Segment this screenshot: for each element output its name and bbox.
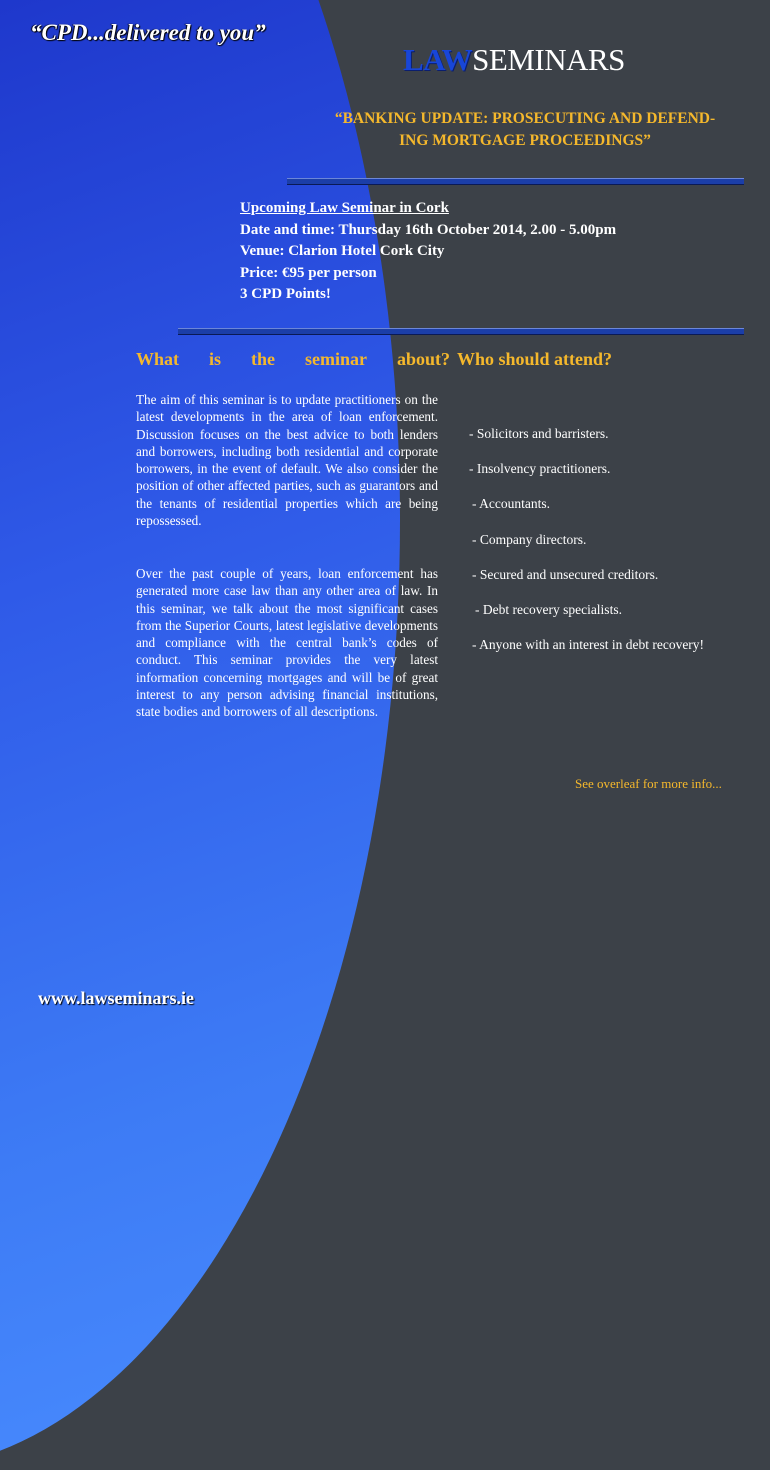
about-heading <box>136 349 450 370</box>
details-venue: Venue: Clarion Hotel Cork City <box>240 243 445 259</box>
about-heading-word: the <box>251 349 275 369</box>
attend-item: - Solicitors and barristers. <box>469 426 609 441</box>
attend-item: - Debt recovery specialists. <box>475 602 622 617</box>
about-heading-word: What <box>136 349 180 369</box>
logo <box>403 42 625 78</box>
details-heading: Upcoming Law Seminar in Cork <box>240 200 449 216</box>
title-line-1: “BANKING UPDATE: PROSECUTING AND DEFEND- <box>334 110 716 127</box>
about-paragraph-2: Over the past couple of years, loan enforcement has generated more case law than any other area of law. In this seminar, we talk about the most significant cases from the Superior Courts, latest legislative developments and compliance with the central bank’s codes of conduct. This seminar provides the very latest information concerning mortgages and will be of great interest to any person advising financial institutions, state bodies and borrowers of all descriptions. <box>136 566 438 720</box>
attend-item: - Company directors. <box>472 532 587 547</box>
attend-item: - Accountants. <box>472 496 550 511</box>
website-url: www.lawseminars.ie <box>38 988 194 1008</box>
seminar-title <box>290 108 760 152</box>
details-date-time: Date and time: Thursday 16th October 2014, 2.00 - 5.00pm <box>240 221 617 238</box>
seminar-details <box>240 198 616 306</box>
attend-item: - Secured and unsecured creditors. <box>472 567 659 582</box>
attend-item: - Anyone with an interest in debt recovery! <box>472 637 705 652</box>
logo-law: LAW <box>403 42 473 77</box>
attend-heading: Who should attend? <box>457 349 613 369</box>
about-paragraph-1: The aim of this seminar is to update practitioners on the latest developments in the area of loan enforcement. Discussion focuses on the best advice to both lenders and borrowers, including both residential and corporate borrowers, in the event of default. We also consider the position of other affected parties, such as guarantors and the tenants of residential properties which are being repossessed. <box>136 392 438 529</box>
about-heading-word: about? <box>396 349 450 369</box>
divider-top <box>287 178 744 185</box>
details-cpd-points: 3 CPD Points! <box>240 286 331 302</box>
about-heading-word: seminar <box>304 349 367 369</box>
details-price: Price: €95 per person <box>240 264 377 281</box>
divider-middle <box>178 328 744 335</box>
logo-seminars: SEMINARS <box>472 42 625 77</box>
see-overleaf-note: See overleaf for more info... <box>575 776 722 791</box>
title-line-2: ING MORTGAGE PROCEEDINGS” <box>399 132 651 149</box>
about-heading-word: is <box>209 349 222 369</box>
attend-item: - Insolvency practitioners. <box>469 461 611 476</box>
tagline: “CPD...delivered to you” <box>30 20 266 45</box>
